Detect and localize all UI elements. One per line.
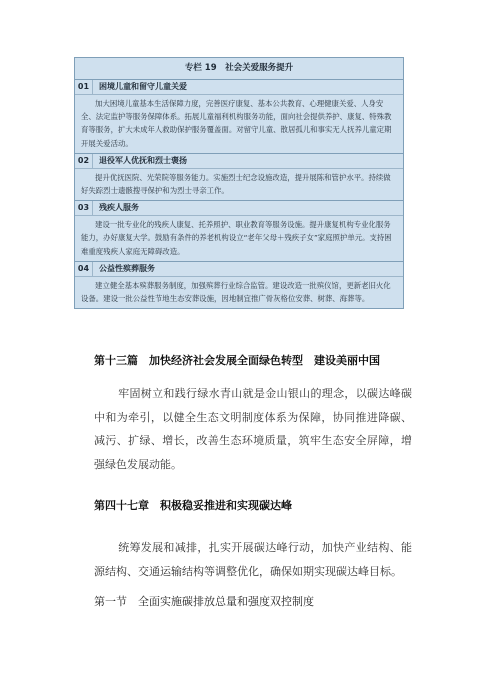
item-body: 建设一批专业化的残疾人康复、托养照护、职业教育等服务设施。提升康复机构专业化服务能力，办好康复大学。鼓励有条件的养老机构设立“老年父母＋残疾子女”家庭照护单元。支持困难重度残疾人家庭无障碍改造。 — [81, 220, 392, 256]
column-item-header — [75, 201, 403, 216]
body-paragraph: 统筹发展和减排，扎实开展碳达峰行动，加快产业结构、能源结构、交通运输结构等调整优化，确保如期实现碳达峰目标。 — [94, 541, 412, 578]
item-title: 残疾人服务 — [99, 203, 139, 213]
item-body: 建立健全基本殡葬服务制度，加强殡葬行业综合监管。建设改造一批殡仪馆，更新老旧火化设备。建设一批公益性节地生态安葬设施，因地制宜推广骨灰格位安葬、树葬、海葬等。 — [81, 280, 391, 304]
column-box — [74, 57, 404, 309]
item-number: 02 — [75, 154, 93, 168]
item-title: 困境儿童和留守儿童关爱 — [99, 82, 187, 91]
body-paragraph: 牢固树立和践行绿水青山就是金山银山的理念，以碳达峰碳中和为牵引，以健全生态文明制度体系为保障，协同推进降碳、减污、扩绿、增长，改善生态环境质量，筑牢生态安全屏障，增强绿色发展动能。 — [94, 387, 412, 471]
column-item-header — [75, 154, 403, 169]
item-number: 03 — [75, 201, 93, 215]
item-title: 退役军人优抚和烈士褒扬 — [99, 155, 187, 165]
column-item-header — [75, 262, 403, 277]
column-item-header — [75, 80, 403, 95]
item-number: 01 — [75, 80, 93, 94]
item-title: 公益性殡葬服务 — [99, 263, 155, 273]
item-number: 04 — [75, 262, 93, 276]
column-item — [75, 262, 403, 308]
column-title: 专栏 19 社会关爱服务提升 — [75, 58, 403, 80]
chapter-heading: 第四十七章 积极稳妥推进和实现碳达峰 — [94, 499, 292, 512]
column-item — [75, 154, 403, 201]
column-item — [75, 201, 403, 262]
part-heading: 第十三篇 加快经济社会发展全面绿色转型 建设美丽中国 — [94, 354, 380, 367]
section-heading: 第一节 全面实施碳排放总量和强度双控制度 — [94, 595, 314, 608]
item-body: 加大困境儿童基本生活保障力度，完善医疗康复、基本公共教育、心理健康关爱、人身安全、法定监护等服务保障体系。拓展儿童福利机构服务功能，面向社会提供养护、康复、特殊教育等服务，扩大未成年人救助保护服务覆盖面。对留守儿童、散居孤儿和事实无人抚养儿童定期开展关爱活动。 — [81, 99, 392, 148]
column-item — [75, 80, 403, 154]
item-body: 提升优抚医院、光荣院等服务能力。实施烈士纪念设施改造，提升展陈和管护水平。持续做好失踪烈士遗骸搜寻保护和为烈士寻亲工作。 — [81, 172, 391, 196]
